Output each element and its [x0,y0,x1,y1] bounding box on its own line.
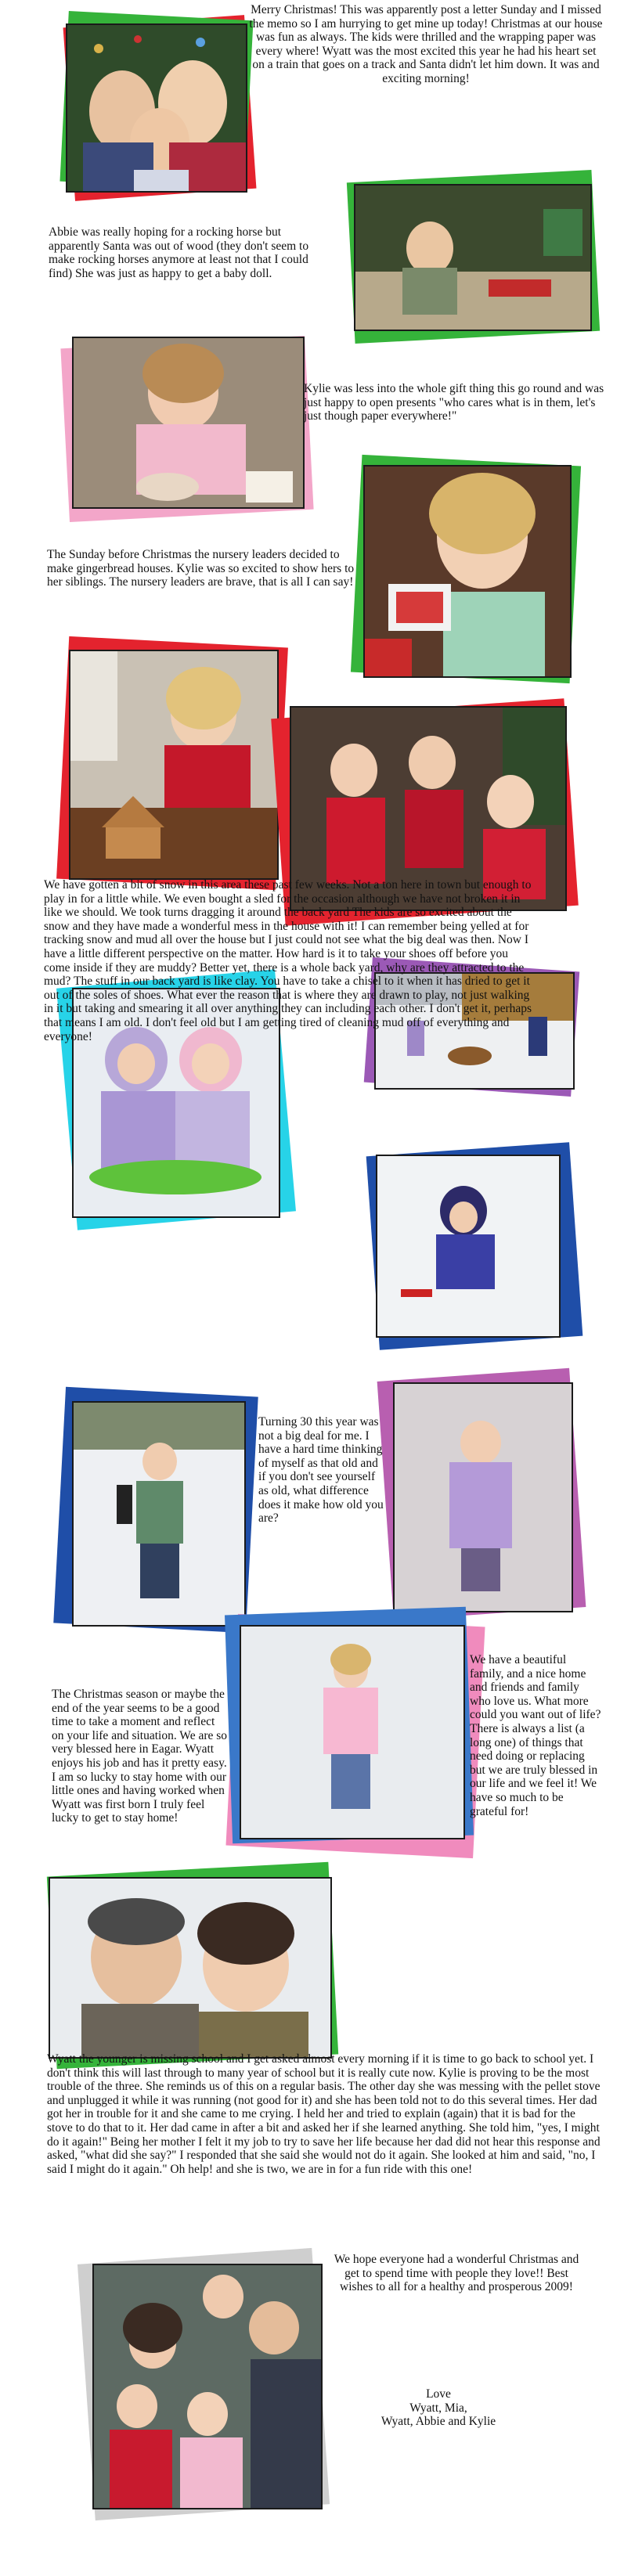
paragraph-reflect-on-life: The Christmas season or maybe the end of the year seems to be a good time to take a moment and reflect on your life and situation. We are so very blessed here in Eagar. Wyatt enjoys his job and has it pretty easy. I am so lucky to stay home with our little ones and having worked when Wyatt was first born I truly feel lucky to get to stay home! [52,1688,228,1825]
paragraph-snow-and-mud: We have gotten a bit of snow in this area these past few weeks. Not a ton here in town but enough to play in for a little while. We even bought a sled for the occasion although we have not broken it in like we should. We took turns dragging it around the back yard The kids are so excited about the snow and they have made a wonderful mess in the house with it! I can remember being yelled at for tracking snow and mud all over the house but I just could not see what the big deal was then. Now I have a little different perspective on the matter. How hard is it to take your shoes off before you come inside if they are muddy? Better yet, there is a whole back yard, why are they attracted to the mud? The stuff in our back yard is like clay. You have to take a chisel to it when it has dried to get it out of the soles of shoes. What ever the reason that is where they are drawn to play, not just walking in it but taking and smearing it all over anything they can including each other. I don't get it, perhaps that means I am old. I don't feel old but I am getting tired of cleaning mud off of everything and everyone! [44,878,532,1043]
paragraph-blessed-family: We have a beautiful family, and a nice home and friends and family who love us. What more could you want out of life? There is always a list (a long one) of things that need doing or replacing but we are truly blessed in our life and we feel it! We have so much to be grateful for! [470,1653,601,1818]
signature-line-1: Wyatt, Mia, [409,2401,467,2415]
paragraph-christmas-morning: Merry Christmas! This was apparently post a letter Sunday and I missed the memo so I am hurrying to get mine up today! Christmas at our house was fun as always. The kids were thrilled and the wrapping paper was every where! Wyatt was the most excited this year he had his heart set on a train that goes on a track and Santa didn't let him down. It was and exciting morning! [249,3,603,85]
paragraph-abbie-rocking-horse: Abbie was really hoping for a rocking horse but apparently Santa was out of wood (they don't seem to make rocking horses anymore at least not that I could find) She was just as happy to get a baby doll. [49,225,309,280]
paragraph-gingerbread-houses: The Sunday before Christmas the nursery leaders decided to make gingerbread houses. Kylie was so excited to show hers to her siblings. The nursery leaders are brave, that is all I can say! [47,548,355,589]
signature-block [344,2387,532,2429]
paragraph-kylie-gifts: Kylie was less into the whole gift thing this go round and was just happy to open presents "who cares what is in them, let's just though paper everywhere!" [304,382,604,423]
paragraph-best-wishes: We hope everyone had a wonderful Christmas and get to spend time with people they love!! Best wishes to all for a healthy and prosperous 2009! [334,2253,579,2294]
signature-line-2: Wyatt, Abbie and Kylie [381,2415,496,2429]
signature-love: Love [426,2387,451,2401]
paragraph-turning-30: Turning 30 this year was not a big deal for me. I have a hard time thinking of myself as that old and if you don't see yourself as old, what difference does it make how old you are? [258,1415,384,1526]
paragraph-wyatt-and-kylie-stories: Wyatt the younger is missing school and I get asked almost every morning if it is time to go back to school yet. I don't think this will last through to many year of school but it is really cute now. Kylie is proving to be the most trouble of the three. She reminds us of this on a regular basis. The other day she was messing with the pellet stove and unplugged it while it was running (not good for it) and she has been told not to do this several times. Her dad got her in trouble for it and she came to me crying. I held her and tried to explain (again) that it is bad for the stove to do that to it. Her dad came in after a bit and asked her if she learned anything. She told him, "yes, I might do it again!" Being her mother I felt it my job to try to save her life because her dad did not hear this response and asked, "what did she say?" I responded that she said she would not do it again. She looked at him and said, "no, I said I might do it again." Oh help! and she is two, we are in for a fun ride with this one! [47,2052,601,2176]
